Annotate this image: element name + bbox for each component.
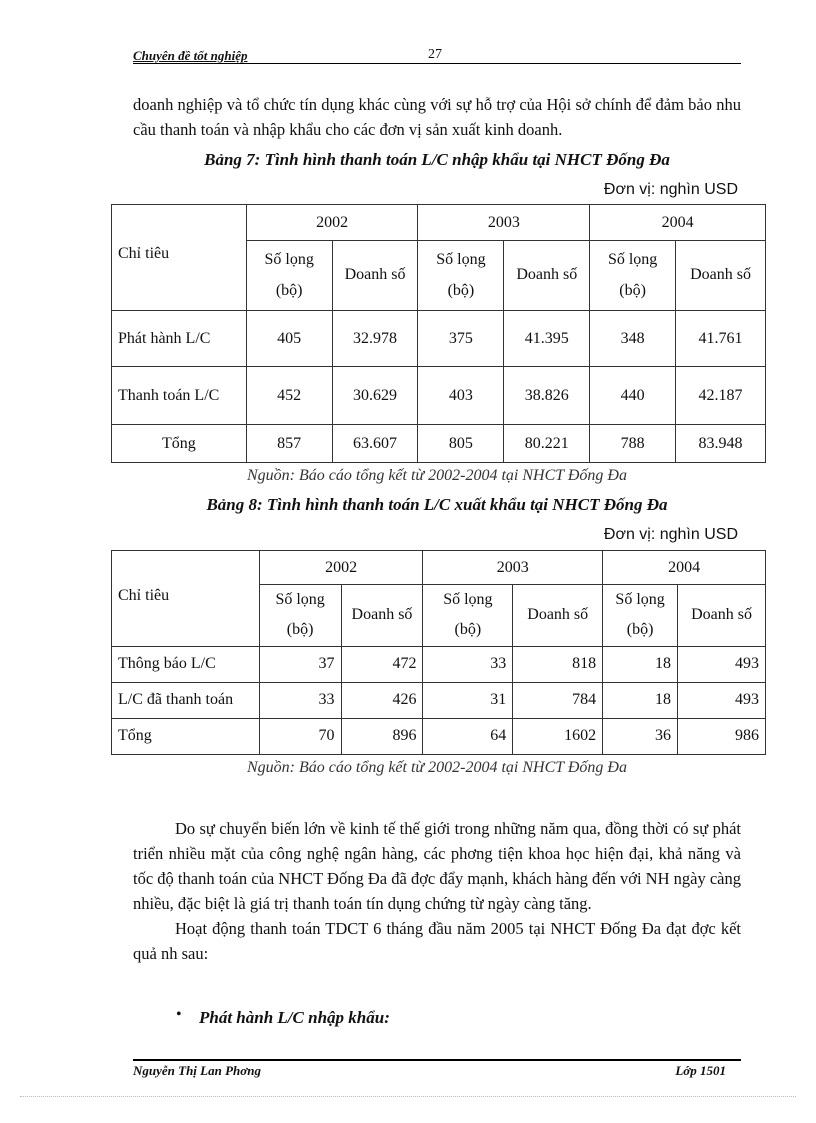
table7-cell: 403 [418,367,504,425]
table-row [112,682,766,718]
table7-cell: 788 [590,425,676,463]
table8-unit: Đơn vị: nghìn USD [603,526,738,543]
table8-caption: Bảng 8: Tình hình thanh toán L/C xuất khẩu tại NHCT Đống Đa [206,495,668,514]
table8-cell: 70 [259,718,341,754]
table7-sub-rev: Doanh số [676,241,766,311]
bullet-text: Phát hành L/C nhập khẩu: [199,1008,390,1027]
table7-cell: 63.607 [332,425,418,463]
table7-unit: Đơn vị: nghìn USD [603,181,738,198]
table8-row-label: Thông báo L/C [112,646,260,682]
body-paragraph: Do sự chuyển biến lớn về kinh tế thế giới trong những năm qua, đồng thời có sự phát triển nhiều mặt của công nghệ ngân hàng, các phơng tiện khoa học hiện đại, khả năng và tốc độ thanh toán của NHCT Đống Đa đã đợc đẩy mạnh, khách hàng đến với NH ngày càng nhiều, đặc biệt là giá trị thanh toán tín dụng chứng từ ngày càng tăng. [133,819,741,913]
table7-cell: 30.629 [332,367,418,425]
table7-cell: 80.221 [504,425,590,463]
table8-cell: 896 [341,718,423,754]
footer-author: Nguyễn Thị Lan Phơng [133,1063,261,1078]
table7 [111,204,766,463]
table7-sub-qty: Số lọng (bộ) [590,241,676,311]
table7-cell: 32.978 [332,311,418,367]
table7-cell: 452 [246,367,332,425]
intro-text: doanh nghiệp và tổ chức tín dụng khác cùng với sự hỗ trợ của Hội sở chính để đảm bảo nhu cầu thanh toán và nhập khẩu cho các đơn vị sản xuất kinh doanh. [133,95,741,139]
table7-cell: 42.187 [676,367,766,425]
table8-cell: 986 [678,718,766,754]
table8-source: Nguồn: Báo cáo tổng kết từ 2002-2004 tại NHCT Đống Đa [247,759,627,776]
table8-cell: 18 [603,646,678,682]
table-row [112,311,766,367]
table8-row-header: Chỉ tiêu [112,551,260,647]
table8-cell: 1602 [513,718,603,754]
table8-sub-qty: Số lọng (bộ) [603,585,678,647]
table8-cell: 426 [341,682,423,718]
header-title: Chuyên đề tốt nghiệp [133,48,248,63]
table8-cell: 31 [423,682,513,718]
table8-year-2004: 2004 [603,551,766,585]
table7-row-label: Tổng [112,425,247,463]
table8-cell: 64 [423,718,513,754]
table7-cell: 41.395 [504,311,590,367]
table7-row-header: Chỉ tiêu [112,205,247,311]
page-divider [20,1096,796,1097]
table8-cell: 18 [603,682,678,718]
table7-sub-rev: Doanh số [504,241,590,311]
table7-year-2004: 2004 [590,205,766,241]
table7-source: Nguồn: Báo cáo tổng kết từ 2002-2004 tại NHCT Đống Đa [247,467,627,484]
table8-cell: 36 [603,718,678,754]
table8-cell: 493 [678,682,766,718]
table8-row-label: Tổng [112,718,260,754]
table8-cell: 784 [513,682,603,718]
table7-cell: 41.761 [676,311,766,367]
table-row [112,425,766,463]
table7-cell: 440 [590,367,676,425]
table7-cell: 857 [246,425,332,463]
table-row [112,367,766,425]
table7-cell: 375 [418,311,504,367]
table8-cell: 493 [678,646,766,682]
page-number: 27 [428,47,442,62]
table8-sub-qty: Số lọng (bộ) [423,585,513,647]
table8-sub-rev: Doanh số [513,585,603,647]
table8-row-label: L/C đã thanh toán [112,682,260,718]
footer-class: Lớp 1501 [675,1063,726,1078]
table8-cell: 472 [341,646,423,682]
table8-year-2003: 2003 [423,551,603,585]
table8 [111,550,766,755]
table7-caption: Bảng 7: Tình hình thanh toán L/C nhập khẩu tại NHCT Đống Đa [204,150,670,169]
table-row [112,718,766,754]
intro-paragraph [133,92,741,142]
table7-cell: 805 [418,425,504,463]
table8-sub-rev: Doanh số [678,585,766,647]
table8-sub-rev: Doanh số [341,585,423,647]
table7-sub-qty: Số lọng (bộ) [246,241,332,311]
table8-cell: 37 [259,646,341,682]
table8-cell: 33 [259,682,341,718]
table7-sub-qty: Số lọng (bộ) [418,241,504,311]
table8-year-2002: 2002 [259,551,423,585]
table7-cell: 348 [590,311,676,367]
table-row [112,646,766,682]
table7-cell: 405 [246,311,332,367]
body-paragraph: Hoạt động thanh toán TDCT 6 tháng đầu năm 2005 tại NHCT Đống Đa đạt đợc kết quả nh sau: [133,919,741,963]
table7-sub-rev: Doanh số [332,241,418,311]
body-section [133,816,741,966]
header-rule [133,63,741,64]
table8-cell: 33 [423,646,513,682]
table7-year-2003: 2003 [418,205,590,241]
table7-row-label: Phát hành L/C [112,311,247,367]
table7-year-2002: 2002 [246,205,418,241]
table8-cell: 818 [513,646,603,682]
table7-row-label: Thanh toán L/C [112,367,247,425]
bullet-icon: • [176,1006,182,1023]
table8-sub-qty: Số lọng (bộ) [259,585,341,647]
table7-cell: 83.948 [676,425,766,463]
table7-cell: 38.826 [504,367,590,425]
footer-rule [133,1059,741,1061]
